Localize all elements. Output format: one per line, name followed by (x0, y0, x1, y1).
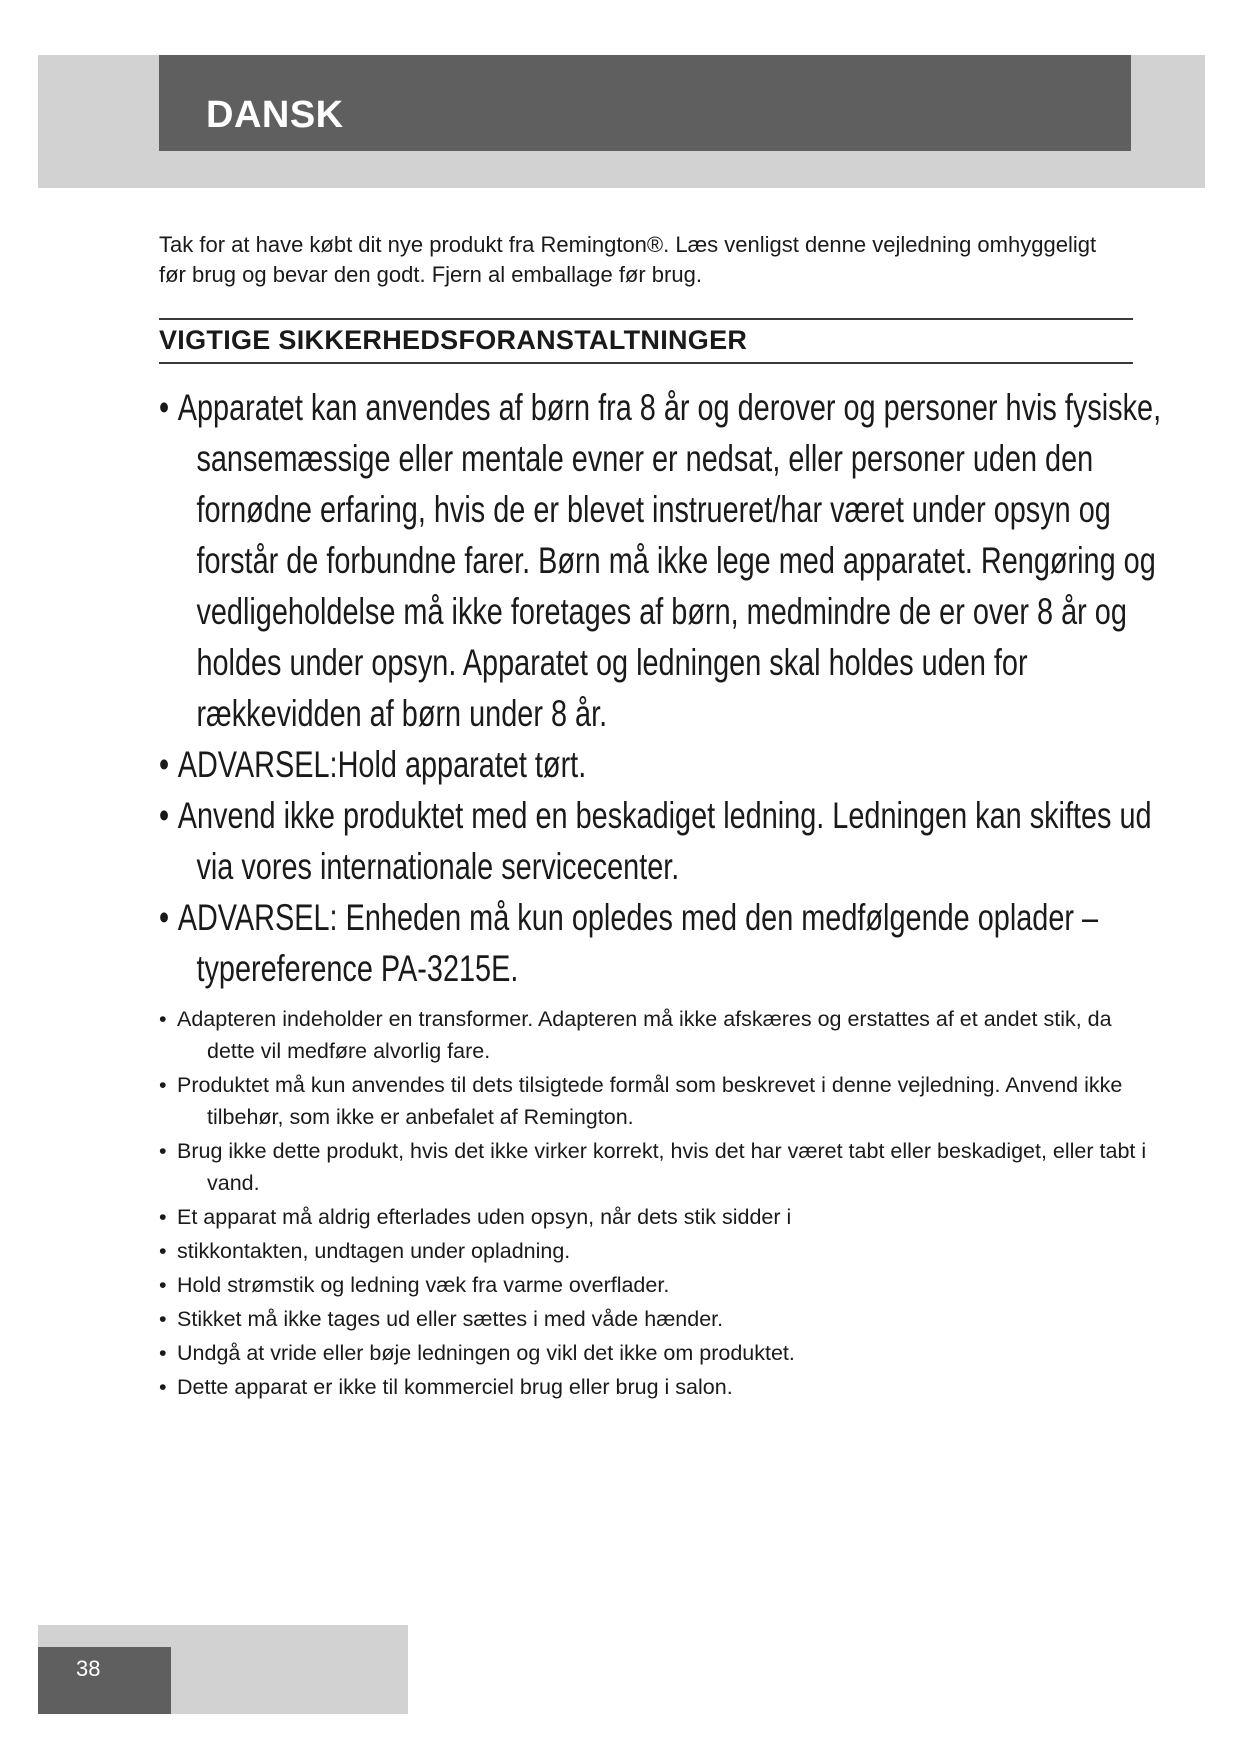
page-number-box (38, 1647, 171, 1714)
language-title: DANSK (206, 94, 344, 136)
heading-rule-top (159, 318, 1133, 320)
safety-instructions-list (159, 1003, 1149, 1405)
list-item: • Stikket må ikke tages ud eller sættes i med våde hænder. (159, 1303, 1149, 1335)
list-item: • Brug ikke dette produkt, hvis det ikke virker korrekt, hvis det har været tabt eller beskadiget, eller tabt i vand. (159, 1135, 1149, 1199)
list-item: • ADVARSEL: Enheden må kun opledes med den medfølgende oplader – typereference PA-3215E. (159, 892, 1171, 994)
list-item: • Anvend ikke produktet med en beskadiget ledning. Ledningen kan skiftes ud via vores internationale servicecenter. (159, 790, 1171, 892)
important-warnings-list (159, 382, 1162, 994)
list-item: • ADVARSEL:Hold apparatet tørt. (159, 739, 1171, 790)
list-item: • Dette apparat er ikke til kommerciel brug eller brug i salon. (159, 1371, 1149, 1403)
intro-paragraph: Tak for at have købt dit nye produkt fra Remington®. Læs venligst denne vejledning omhyggeligt før brug og bevar den godt. Fjern al emballage før brug. (159, 232, 1097, 287)
list-item: • Adapteren indeholder en transformer. Adapteren må ikke afskæres og erstattes af et andet stik, da dette vil medføre alvorlig fare. (159, 1003, 1149, 1067)
page-number: 38 (76, 1656, 101, 1681)
list-item: • Et apparat må aldrig efterlades uden opsyn, når dets stik sidder i (159, 1201, 1149, 1233)
section-heading: VIGTIGE SIKKERHEDSFORANSTALTNINGER (159, 325, 748, 355)
list-item: • Produktet må kun anvendes til dets tilsigtede formål som beskrevet i denne vejledning. Anvend ikke tilbehør, som ikke er anbefalet af Remington. (159, 1069, 1149, 1133)
list-item: • Apparatet kan anvendes af børn fra 8 år og derover og personer hvis fysiske, sansemæssige eller mentale evner er nedsat, eller personer uden den fornødne erfaring, hvis de er blevet instrueret/har været under opsyn og forstår de forbundne farer. Børn må ikke lege med apparatet. Rengøring og vedligeholdelse må ikke foretages af børn, medmindre de er over 8 år og holdes under opsyn. Apparatet og ledningen skal holdes uden for rækkevidden af børn under 8 år. (159, 382, 1171, 739)
heading-rule-bottom (159, 362, 1133, 364)
list-item: • stikkontakten, undtagen under opladning. (159, 1235, 1149, 1267)
list-item: • Undgå at vride eller bøje ledningen og vikl det ikke om produktet. (159, 1337, 1149, 1369)
list-item: • Hold strømstik og ledning væk fra varme overflader. (159, 1269, 1149, 1301)
